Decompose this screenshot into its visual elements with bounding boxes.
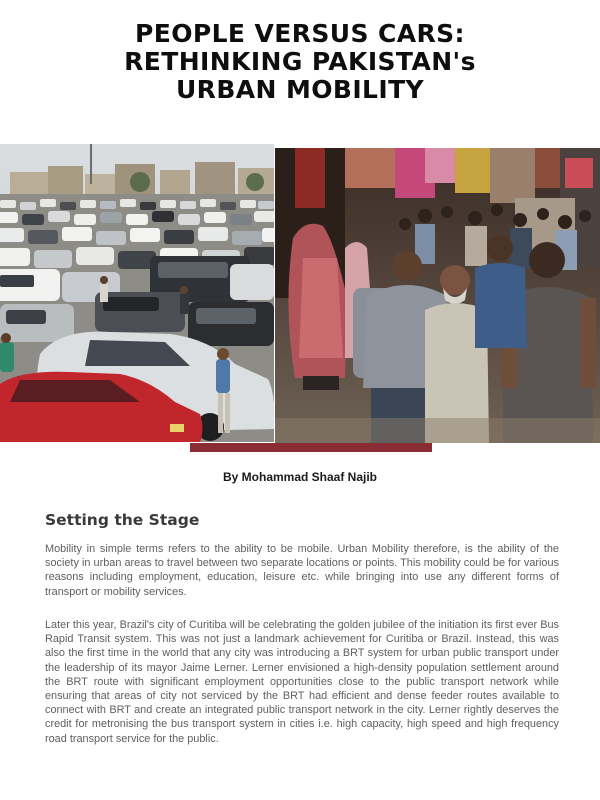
article-title xyxy=(0,20,600,104)
byline-accent-bar xyxy=(190,443,432,452)
byline: By Mohammad Shaaf Najib xyxy=(222,470,378,484)
title-line: URBAN MOBILITY xyxy=(175,75,425,104)
body-paragraph: Mobility in simple terms refers to the ability to be mobile. Urban Mobility therefore, is the ability of the society in urban areas to travel between two separate locations or points. This mobility could be for various reasons including employment, education, leisure etc. while bringing into use any different forms of transport or mobility services. xyxy=(45,543,559,598)
body-paragraph: Later this year, Brazil's city of Curitiba will be celebrating the golden jubilee of the initiation its first ever Bus Rapid Transit system. This was not just a landmark achievement for Curitiba or Brazil. Instead, this was also the first time in the world that any city was introducing a BRT system for urban public transport under the leadership of its mayor Jaime Lerner. Lerner envisioned a high-density population settlement around the BRT route with significant employment opportunities close to the public transport network while ensuring that areas of city not serviced by the BRT had efficient and dense feeder routes available to connect with BRT and create an integrated public transport network in the city. Lerner rightly deserves the credit for metronising the bus transport system in cities i.e. high capacity, high speed and high frequency road transport service for the public. xyxy=(45,619,559,745)
section-heading: Setting the Stage xyxy=(45,511,200,529)
title-line: PEOPLE VERSUS CARS: xyxy=(135,19,465,48)
market-street-photo xyxy=(275,148,600,443)
title-line: RETHINKING PAKISTAN's xyxy=(124,47,476,76)
parking-lot-photo xyxy=(0,144,274,442)
